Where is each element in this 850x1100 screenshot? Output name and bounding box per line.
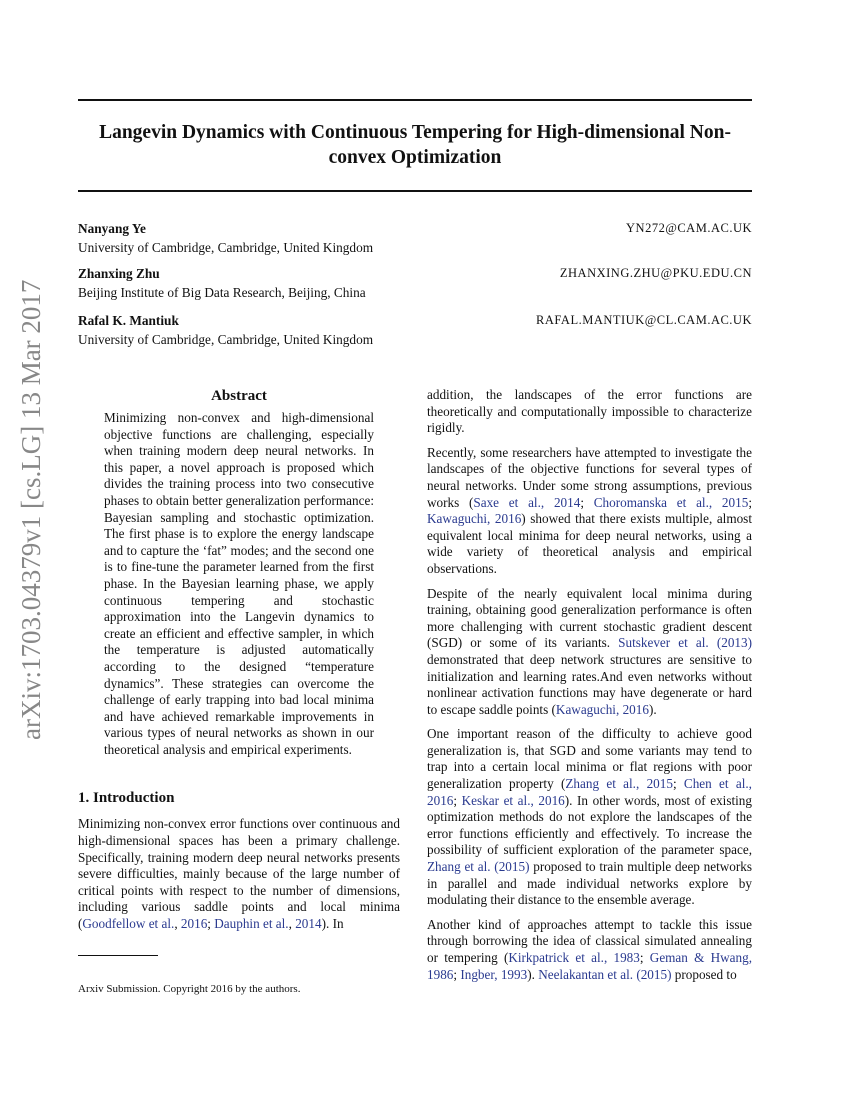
citation-link[interactable]: 2016 xyxy=(180,916,208,932)
citation-link[interactable]: Choromanska et al., 2015 xyxy=(593,494,749,510)
abstract-text xyxy=(104,410,374,766)
text-segment: ; xyxy=(639,950,650,965)
text-segment: ; xyxy=(672,776,684,792)
citation-link[interactable]: Neelakantan et al. (2015) xyxy=(538,966,672,982)
text-segment: ; xyxy=(748,494,752,510)
left-column xyxy=(78,386,400,996)
text-segment: ). xyxy=(527,966,539,982)
text-segment: ; xyxy=(580,494,594,510)
author-name: Zhanxing Zhu xyxy=(78,266,160,281)
paragraph xyxy=(427,387,752,437)
author-affiliation: University of Cambridge, Cambridge, United Kingdom xyxy=(78,240,374,255)
text-segment: proposed to train multiple deep networks in parallel and made individual networks explore by modulating their distance to the ensemble average. xyxy=(427,859,752,908)
text-segment: addition, the landscapes of the error functions are theoretically and computationally impossible to characterize rigidly. xyxy=(427,387,752,436)
citation-link[interactable]: Kirkpatrick et al., 1983 xyxy=(508,950,640,965)
introduction-heading: 1. Introduction xyxy=(78,790,175,807)
citation-link[interactable]: Geman & Hwang, 1986 xyxy=(427,950,753,982)
paragraph xyxy=(427,586,752,719)
author-affiliation: Beijing Institute of Big Data Research, Beijing, China xyxy=(78,285,366,300)
right-column-text xyxy=(427,387,752,991)
text-segment: , xyxy=(174,916,181,932)
citation-link[interactable]: Ingber, 1993 xyxy=(460,966,528,982)
text-segment: demonstrated that deep network structures are sensitive to initialization and learning rates.And even networks without nonlinear activation functions may have degenerate or hard to escape saddle points ( xyxy=(427,651,752,717)
citation-link[interactable]: 2014 xyxy=(295,916,322,932)
citation-link[interactable]: Zhang et al., 2015 xyxy=(565,776,673,792)
text-segment: Minimizing non-convex and high-dimensional objective functions are challenging, especially when training modern deep neural networks. In this paper, a novel approach is proposed which divides the training process into two consecutive phases to obtain better generalization performance: Bayesian sampling and stochastic optimization. The first phase is to explore the energy landscape and to capture the ‘fat” modes; and the second one is to fine-tune the parameter learned from the first phase. In the Bayesian learning phase, we apply continuous tempering and stochastic approximation into the Langevin dynamics to create an efficient and effective sampler, in which the temperature is adjusted automatically according to the designed “temperature dynamics”. These strategies can overcome the challenge of early trapping into bad local minima and have achieved remarkable improvements in various types of neural networks as shown in our theoretical analysis and empirical experiments. xyxy=(104,410,374,757)
paper-title: Langevin Dynamics with Continuous Tempering for High-dimensional Non-convex Optimization xyxy=(99,122,731,168)
citation-link[interactable]: Kawaguchi, 2016 xyxy=(555,701,649,717)
paragraph xyxy=(104,410,374,758)
text-segment: One important reason of the difficulty to achieve good generalization is, that SGD and some variants may tend to trap into a certain local minima or flat regions with poor generalization property ( xyxy=(427,726,752,792)
text-segment: Despite of the nearly equivalent local minima during training, obtaining good generalization performance is often more challenging with current stochastic gradient descent (SGD) or some of its variants. xyxy=(427,585,752,651)
author-block xyxy=(78,264,752,302)
citation-link[interactable]: Dauphin et al. xyxy=(214,916,289,932)
introduction-text xyxy=(78,816,400,940)
paragraph xyxy=(427,445,752,578)
text-segment: ; xyxy=(453,792,462,808)
author-email: RAFAL.MANTIUK@CL.CAM.AC.UK xyxy=(536,313,752,327)
text-segment: ). In other words, most of existing optimization methods do not explore the landscapes of the error functions efficiently and effectively. To increase the possibility of sufficient exploration of the parameter space, xyxy=(427,792,752,858)
text-segment: ). xyxy=(648,701,657,717)
top-rule xyxy=(78,99,752,101)
abstract-heading: Abstract xyxy=(211,388,267,404)
citation-link[interactable]: Sutskever et al. (2013) xyxy=(618,635,752,651)
author-name: Rafal K. Mantiuk xyxy=(78,313,179,328)
text-segment: ; xyxy=(207,916,215,932)
arxiv-stamp: arXiv:1703.04379v1 [cs.LG] 13 Mar 2017 xyxy=(16,279,46,740)
author-email: YN272@CAM.AC.UK xyxy=(626,221,752,235)
text-segment: proposed to xyxy=(671,966,737,982)
citation-link[interactable]: Zhang et al. (2015) xyxy=(427,859,530,875)
text-segment: Recently, some researchers have attempted to investigate the landscapes of the objective functions for several types of neural networks. Under some strong assumptions, previous works ( xyxy=(427,444,752,510)
text-segment: Another kind of approaches attempt to tackle this issue through borrowing the idea of classical simulated annealing or tempering ( xyxy=(427,916,752,965)
footnote: Arxiv Submission. Copyright 2016 by the authors. xyxy=(78,983,301,995)
text-segment: ; xyxy=(453,966,461,982)
text-segment: ) showed that there exists multiple, almost equivalent local minima for deep neural networks, using a wide variety of theoretical analysis and empirical observations. xyxy=(427,511,752,576)
author-email: ZHANXING.ZHU@PKU.EDU.CN xyxy=(559,266,752,280)
citation-link[interactable]: Saxe et al., 2014 xyxy=(473,494,581,510)
author-affiliation: University of Cambridge, Cambridge, United Kingdom xyxy=(78,332,374,347)
citation-link[interactable]: Kawaguchi, 2016 xyxy=(427,511,522,527)
citation-link[interactable]: Keskar et al., 2016 xyxy=(461,792,565,808)
title-rule xyxy=(78,190,752,192)
paragraph xyxy=(78,816,400,932)
text-segment: , xyxy=(288,916,296,932)
text-segment: Minimizing non-convex error functions over continuous and high-dimensional spaces has been a primary challenge. Specifically, training modern deep neural networks presents severe difficulties, mainly because of the large number of critical points with respect to the number of dimensions, including various saddle points and local minima ( xyxy=(78,816,400,932)
author-name: Nanyang Ye xyxy=(78,221,146,236)
author-block xyxy=(78,311,752,349)
text-segment: ). In xyxy=(321,916,344,932)
citation-link[interactable]: Goodfellow et al. xyxy=(82,916,175,932)
paragraph xyxy=(427,726,752,909)
footnote-rule xyxy=(78,955,158,956)
author-block xyxy=(78,219,752,257)
paragraph xyxy=(427,917,752,983)
citation-link[interactable]: Chen et al., 2016 xyxy=(427,776,752,808)
